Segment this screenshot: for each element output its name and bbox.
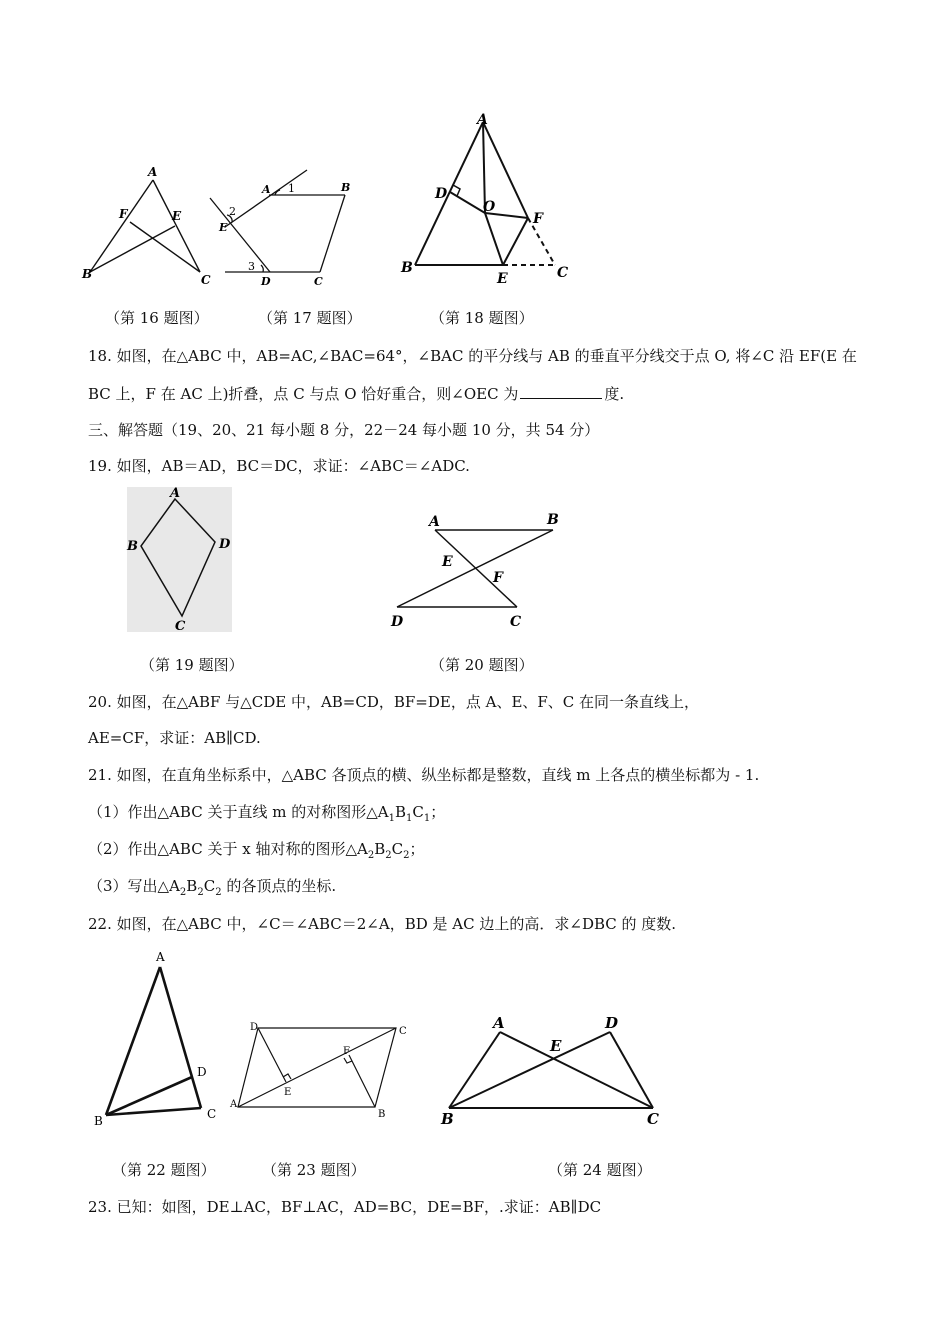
q21-p3-sub-b: 2 (197, 887, 204, 898)
figure-17-drawing (205, 165, 365, 290)
question-21-part-3 (88, 875, 336, 898)
figure-22 (88, 945, 228, 1130)
fig17-label-a: A (262, 183, 271, 196)
figure-24-drawing (435, 1010, 670, 1130)
fig23-label-a: A (230, 1099, 238, 1110)
fig17-angle-3: 3 (248, 260, 255, 273)
figure-18-drawing (395, 110, 580, 290)
figure-19-drawing (127, 487, 232, 632)
fig20-label-c: C (510, 614, 522, 630)
fig22-label-b: B (94, 1114, 103, 1128)
fig20-label-d: D (391, 614, 404, 630)
fig18-label-o: O (483, 199, 496, 215)
q21-p3-b: B (186, 877, 198, 895)
figure-16-drawing (80, 160, 220, 290)
question-21-part-2 (88, 838, 424, 861)
q21-p3-text: （3）写出△A (88, 877, 180, 895)
fig19-label-a: A (170, 486, 181, 501)
caption-fig22: （第 22 题图） (112, 1161, 216, 1179)
fig19-label-d: D (219, 537, 231, 552)
fig22-label-d: D (197, 1065, 207, 1079)
fig17-angle-2: 2 (229, 205, 236, 218)
fig16-label-f: F (119, 207, 128, 221)
q21-p3-sub-c: 2 (215, 887, 222, 898)
fig20-label-a: A (429, 514, 440, 530)
fig17-label-c: C (314, 275, 323, 288)
fig20-label-f: F (493, 570, 503, 586)
caption-fig20: （第 20 题图） (430, 656, 534, 674)
fig24-label-c: C (647, 1110, 659, 1128)
fig20-label-e: E (442, 554, 453, 570)
q21-p3-c: C (203, 877, 216, 895)
fig24-label-a: A (493, 1014, 505, 1032)
fig23-label-c: C (399, 1026, 407, 1037)
fig18-label-d: D (435, 186, 448, 202)
question-19: 19. 如图，AB＝AD，BC＝DC，求证：∠ABC＝∠ADC. (88, 457, 470, 475)
fig17-angle-1: 1 (288, 182, 295, 195)
fig19-label-c: C (175, 619, 186, 634)
q21-p1-c: C (412, 803, 424, 821)
fig18-label-f: F (533, 211, 543, 227)
figure-23-drawing (228, 1020, 413, 1125)
figure-20 (385, 508, 570, 633)
caption-fig23: （第 23 题图） (262, 1161, 366, 1179)
figure-19 (127, 487, 232, 632)
q21-p1-sub-c: 1 (423, 813, 431, 824)
fig19-label-b: B (127, 539, 138, 554)
q21-p1-b: B (394, 803, 406, 821)
figure-24 (435, 1010, 670, 1130)
figure-18 (395, 110, 580, 290)
fig17-label-d: D (261, 275, 271, 288)
figure-20-drawing (385, 508, 570, 633)
q21-p2-text: （2）作出△ABC 关于 x 轴对称的图形△A (88, 840, 368, 858)
fig24-label-e: E (550, 1037, 562, 1055)
fig17-label-e: E (219, 221, 228, 234)
fig24-label-b: B (441, 1110, 454, 1128)
caption-fig16: （第 16 题图） (105, 309, 209, 327)
question-22: 22. 如图，在△ABC 中，∠C＝∠ABC＝2∠A，BD 是 AC 边上的高．求∠DBC 的 度数. (88, 915, 677, 933)
question-20-line-1: 20. 如图，在△ABF 与△CDE 中，AB=CD，BF=DE，点 A、E、F、C 在同一条直线上， (88, 693, 700, 711)
q21-p2-sub-a: 2 (367, 850, 375, 861)
caption-fig19: （第 19 题图） (140, 656, 244, 674)
question-21-line-1: 21. 如图，在直角坐标系中，△ABC 各顶点的横、纵坐标都是整数，直线 m 上各点的横坐标都为 - 1. (88, 766, 760, 784)
figure-22-drawing (88, 945, 228, 1130)
figure-23 (228, 1020, 413, 1125)
q21-p1-text: （1）作出△ABC 关于直线 m 的对称图形△A (88, 803, 389, 821)
q21-p2-sub-b: 2 (385, 850, 392, 861)
question-18-line-2 (88, 383, 624, 404)
q21-p3-end: 的各顶点的坐标. (221, 877, 337, 895)
question-20-line-2: AE=CF，求证：AB∥CD. (88, 729, 261, 747)
answer-blank (520, 384, 602, 399)
question-23: 23. 已知：如图，DE⊥AC，BF⊥AC，AD=BC，DE=BF，.求证：AB∥DC (88, 1198, 602, 1216)
fig16-label-a: A (148, 165, 158, 179)
fig16-label-c: C (201, 273, 211, 287)
caption-fig17: （第 17 题图） (258, 309, 362, 327)
fig16-label-b: B (82, 267, 93, 281)
question-18-unit: 度. (604, 385, 625, 403)
caption-fig18: （第 18 题图） (430, 309, 534, 327)
fig22-label-a: A (156, 950, 165, 964)
question-18-line-1: 18. 如图，在△ABC 中，AB=AC,∠BAC=64°，∠BAC 的平分线与 AB 的垂直平分线交于点 O, 将∠C 沿 EF(E 在 (88, 347, 857, 365)
fig18-label-e: E (497, 271, 508, 287)
fig22-label-c: C (207, 1107, 217, 1121)
q21-p2-b: B (374, 840, 386, 858)
q21-p1-sub-a: 1 (388, 813, 395, 824)
caption-fig24: （第 24 题图） (548, 1161, 652, 1179)
fig17-label-b: B (341, 181, 351, 194)
fig23-label-b: B (378, 1109, 386, 1120)
figure-17 (205, 165, 365, 290)
question-18-text: BC 上，F 在 AC 上)折叠，点 C 与点 O 恰好重合，则∠OEC 为 (88, 385, 519, 403)
q21-p3-sub-a: 2 (179, 887, 187, 898)
fig16-label-e: E (172, 209, 182, 223)
fig18-label-a: A (477, 112, 488, 128)
q21-p1-sub-b: 1 (406, 813, 413, 824)
fig23-label-e: E (284, 1087, 292, 1098)
q21-p2-c: C (391, 840, 404, 858)
fig18-label-c: C (557, 265, 569, 281)
fig24-label-d: D (605, 1014, 619, 1032)
q21-p2-end: ； (409, 840, 425, 858)
section-3-heading: 三、解答题（19、20、21 每小题 8 分，22－24 每小题 10 分，共 54 分） (88, 421, 600, 439)
figure-16 (80, 160, 220, 290)
fig18-label-b: B (401, 260, 413, 276)
fig20-label-b: B (547, 512, 559, 528)
fig23-label-d: D (250, 1022, 259, 1033)
q21-p2-sub-c: 2 (403, 850, 410, 861)
q21-p1-end: ； (430, 803, 446, 821)
question-21-part-1 (88, 801, 445, 824)
fig23-label-f: F (343, 1046, 350, 1057)
